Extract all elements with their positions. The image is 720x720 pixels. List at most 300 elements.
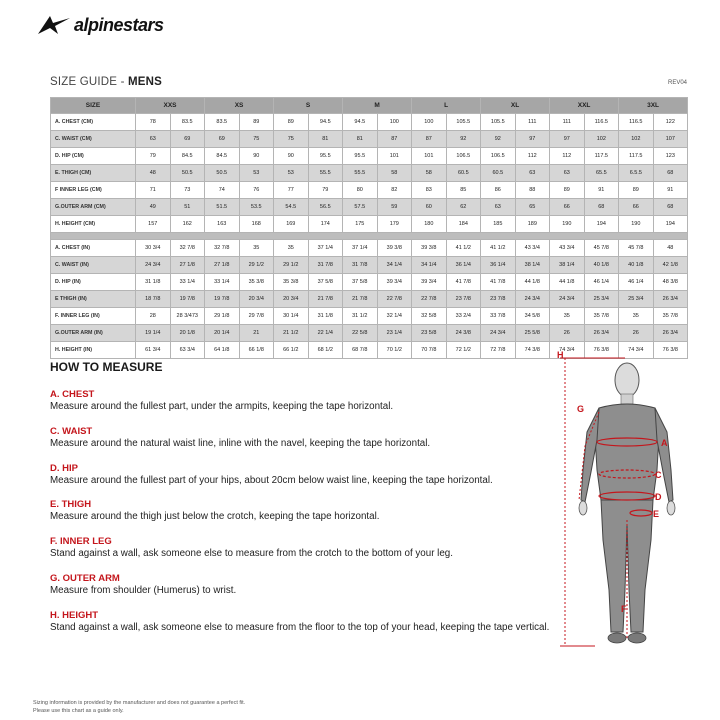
table-cell: 90 [274,148,309,165]
measure-title: H. HEIGHT [50,610,99,621]
table-cell: 25 5/8 [515,325,550,342]
table-cell: 32 1/4 [377,308,412,325]
table-row [51,114,688,131]
size-header-cell: S [274,98,343,114]
table-cell: 74 [205,182,240,199]
table-cell: 157 [136,216,171,233]
table-cell: 45 7/8 [584,240,619,257]
table-cell: 38 1/4 [550,257,585,274]
table-cell: 60 [412,199,447,216]
table-cell: 53 [274,165,309,182]
table-cell: 22 7/8 [377,291,412,308]
table-cell: 48 3/8 [653,274,688,291]
table-cell: 35 [619,308,654,325]
table-row [51,257,688,274]
table-cell: 194 [584,216,619,233]
table-cell: 66 1/8 [239,342,274,359]
table-cell: 32 7/8 [205,240,240,257]
size-header-cell: XS [205,98,274,114]
table-cell: 35 [274,240,309,257]
table-cell: 162 [170,216,205,233]
table-cell: 20 1/8 [170,325,205,342]
table-cell: 39 3/4 [377,274,412,291]
measure-title: D. HIP [50,463,78,474]
table-cell: 41 1/2 [446,240,481,257]
measure-item [50,499,570,523]
table-cell: 49 [136,199,171,216]
measure-description: Measure around the fullest part, under the armpits, keeping the tape horizontal. [50,401,394,412]
table-cell: 179 [377,216,412,233]
row-label: A. CHEST (CM) [51,114,136,131]
table-cell: 24 3/4 [136,257,171,274]
table-cell: 102 [619,131,654,148]
size-header-cell: L [412,98,481,114]
table-cell: 107 [653,131,688,148]
table-cell: 71 [136,182,171,199]
table-cell: 33 1/4 [205,274,240,291]
table-cell: 39 3/8 [377,240,412,257]
table-cell: 169 [274,216,309,233]
table-cell: 87 [377,131,412,148]
table-cell: 72 1/2 [446,342,481,359]
table-cell: 24 3/4 [515,291,550,308]
table-cell: 19 7/8 [205,291,240,308]
table-cell: 184 [446,216,481,233]
table-cell: 94.5 [343,114,378,131]
table-cell: 29 7/8 [239,308,274,325]
table-cell: 63 [515,165,550,182]
table-cell: 112 [515,148,550,165]
table-cell: 66 [619,199,654,216]
table-row [51,182,688,199]
table-cell: 106.5 [481,148,516,165]
table-cell: 40 1/8 [584,257,619,274]
size-header-row [51,98,688,114]
table-cell: 100 [377,114,412,131]
size-header-cell: 3XL [619,98,688,114]
figure-label-f: F [621,604,627,614]
table-cell: 36 1/4 [446,257,481,274]
table-cell: 189 [515,216,550,233]
table-cell: 31 7/8 [343,257,378,274]
table-cell: 112 [550,148,585,165]
table-cell: 90 [239,148,274,165]
row-label: A. CHEST (IN) [51,240,136,257]
table-cell: 18 7/8 [136,291,171,308]
table-cell: 101 [377,148,412,165]
table-cell: 41 1/2 [481,240,516,257]
table-cell: 20 3/4 [274,291,309,308]
table-cell: 68 [653,165,688,182]
size-table [50,97,688,359]
table-cell: 29 1/2 [239,257,274,274]
measure-description: Measure around the thigh just below the crotch, keeping the tape horizontal. [50,511,380,522]
row-label: G.OUTER ARM (CM) [51,199,136,216]
page-title: SIZE GUIDE - MENS [50,76,163,88]
figure-label-h: H [557,350,564,360]
table-cell: 76 [239,182,274,199]
table-cell: 83 [412,182,447,199]
table-row [51,308,688,325]
table-cell: 116.5 [584,114,619,131]
table-row [51,148,688,165]
table-cell: 58 [412,165,447,182]
table-cell: 89 [619,182,654,199]
measure-item [50,536,570,560]
table-cell: 194 [653,216,688,233]
table-cell: 111 [550,114,585,131]
table-cell: 63 [136,131,171,148]
table-cell: 70 7/8 [412,342,447,359]
table-cell: 75 [274,131,309,148]
table-cell: 36 1/4 [481,257,516,274]
table-cell: 26 3/4 [653,325,688,342]
revision-label: REV04 [667,80,687,86]
table-cell: 60.5 [446,165,481,182]
table-cell: 55.5 [343,165,378,182]
table-cell: 70 1/2 [377,342,412,359]
table-cell: 19 1/4 [136,325,171,342]
table-cell: 30 1/4 [274,308,309,325]
table-cell: 19 7/8 [170,291,205,308]
table-cell: 35 [239,240,274,257]
table-cell: 122 [653,114,688,131]
table-cell: 68 7/8 [343,342,378,359]
figure-label-c: C [655,470,662,480]
figure-label-e: E [653,509,660,519]
table-cell: 111 [515,114,550,131]
table-cell: 105.5 [481,114,516,131]
measure-description: Stand against a wall, ask someone else to measure from the crotch to the bottom of your leg. [50,548,453,559]
table-cell: 77 [274,182,309,199]
table-cell: 44 1/8 [515,274,550,291]
table-cell: 28 [136,308,171,325]
table-cell: 66 [550,199,585,216]
table-cell: 34 1/4 [412,257,447,274]
table-cell: 65 [515,199,550,216]
table-cell: 117.5 [584,148,619,165]
table-cell: 89 [550,182,585,199]
table-cell: 53.5 [239,199,274,216]
table-cell: 100 [412,114,447,131]
table-cell: 58 [377,165,412,182]
table-cell: 175 [343,216,378,233]
table-cell: 25 3/4 [619,291,654,308]
table-cell: 79 [136,148,171,165]
table-cell: 44 1/8 [550,274,585,291]
measure-title: A. CHEST [50,389,95,400]
table-cell: 168 [239,216,274,233]
table-cell: 55.5 [308,165,343,182]
measure-title: F. INNER LEG [50,536,112,547]
table-cell: 21 7/8 [343,291,378,308]
size-header-cell: XL [481,98,550,114]
table-cell: 190 [550,216,585,233]
table-cell: 33 2/4 [446,308,481,325]
table-cell: 89 [274,114,309,131]
table-cell: 79 [308,182,343,199]
table-cell: 57.5 [343,199,378,216]
table-cell: 34 1/4 [377,257,412,274]
table-cell: 21 [239,325,274,342]
row-label: C. WAIST (CM) [51,131,136,148]
table-cell: 68 [584,199,619,216]
table-cell: 32 5/8 [412,308,447,325]
table-cell: 20 1/4 [205,325,240,342]
table-cell: 21 7/8 [308,291,343,308]
table-cell: 92 [446,131,481,148]
table-row [51,131,688,148]
table-cell: 25 3/4 [584,291,619,308]
table-cell: 50.5 [205,165,240,182]
table-cell: 81 [343,131,378,148]
table-cell: 88 [515,182,550,199]
table-cell: 6.5.5 [619,165,654,182]
table-cell: 22 5/8 [343,325,378,342]
table-cell: 54.5 [274,199,309,216]
table-cell: 41 7/8 [481,274,516,291]
table-cell: 51 [170,199,205,216]
table-cell: 101 [412,148,447,165]
row-label: D. HIP (CM) [51,148,136,165]
table-cell: 37 5/8 [343,274,378,291]
table-cell: 80 [343,182,378,199]
size-header-cell: M [343,98,412,114]
table-cell: 33 7/8 [481,308,516,325]
table-cell: 81 [308,131,343,148]
measure-description: Stand against a wall, ask someone else to measure from the floor to the top of your head, keeping the tape vertical. [50,622,550,633]
figure-label-a: A [661,438,668,448]
table-cell: 24 3/8 [446,325,481,342]
table-cell: 63 [481,199,516,216]
table-cell: 48 [136,165,171,182]
table-cell: 69 [205,131,240,148]
table-cell: 69 [170,131,205,148]
disclaimer: Sizing information is provided by the manufacturer and does not guarantee a perfect fit. Please use this chart as a guide only. [33,700,246,714]
table-cell: 22 7/8 [412,291,447,308]
table-cell: 87 [412,131,447,148]
table-cell: 78 [136,114,171,131]
measure-description: Measure from shoulder (Humerus) to wrist. [50,585,237,596]
table-cell: 51.5 [205,199,240,216]
table-cell: 26 3/4 [653,291,688,308]
row-label: F INNER LEG (CM) [51,182,136,199]
row-label: D. HIP (IN) [51,274,136,291]
table-cell: 74 3/4 [550,342,585,359]
table-cell: 59 [377,199,412,216]
measure-item [50,463,570,487]
table-cell: 68 1/2 [308,342,343,359]
table-cell: 42 1/8 [653,257,688,274]
row-label: G.OUTER ARM (IN) [51,325,136,342]
table-cell: 91 [584,182,619,199]
table-cell: 29 1/2 [274,257,309,274]
table-cell: 123 [653,148,688,165]
table-cell: 73 [170,182,205,199]
measure-title: E. THIGH [50,499,92,510]
table-cell: 45 7/8 [619,240,654,257]
brand-name: alpinestars [74,14,164,35]
table-row [51,216,688,233]
row-label: E. THIGH (CM) [51,165,136,182]
table-cell: 35 3/8 [274,274,309,291]
table-cell: 92 [481,131,516,148]
table-row [51,325,688,342]
table-cell: 48 [653,240,688,257]
how-to-measure-heading: HOW TO MEASURE [50,360,163,374]
table-cell: 82 [377,182,412,199]
table-cell: 61 3/4 [136,342,171,359]
row-label: H. HEIGHT (IN) [51,342,136,359]
table-cell: 35 3/8 [239,274,274,291]
table-cell: 74 3/4 [619,342,654,359]
figure-label-g: G [577,404,585,414]
table-cell: 46 1/4 [619,274,654,291]
table-cell: 116.5 [619,114,654,131]
measure-item [50,610,570,634]
table-cell: 76 3/8 [584,342,619,359]
row-label: C. WAIST (IN) [51,257,136,274]
alpinestars-star-icon [36,14,72,36]
table-cell: 43 3/4 [515,240,550,257]
table-cell: 84.5 [170,148,205,165]
table-cell: 29 1/8 [205,308,240,325]
table-cell: 86 [481,182,516,199]
table-cell: 30 3/4 [136,240,171,257]
table-cell: 37 1/4 [343,240,378,257]
table-cell: 39 3/8 [412,240,447,257]
table-cell: 60.5 [481,165,516,182]
table-cell: 72 7/8 [481,342,516,359]
table-cell: 40 1/8 [619,257,654,274]
table-cell: 32 7/8 [170,240,205,257]
table-cell: 89 [239,114,274,131]
table-cell: 62 [446,199,481,216]
table-cell: 56.5 [308,199,343,216]
table-cell: 26 [619,325,654,342]
table-cell: 105.5 [446,114,481,131]
table-cell: 35 7/8 [653,308,688,325]
table-cell: 185 [481,216,516,233]
table-cell: 83.5 [205,114,240,131]
table-cell: 46 1/4 [584,274,619,291]
table-cell: 83.5 [170,114,205,131]
table-cell: 27 1/8 [205,257,240,274]
measure-title: C. WAIST [50,426,93,437]
table-cell: 39 3/4 [412,274,447,291]
table-cell: 31 1/2 [343,308,378,325]
table-cell: 37 1/4 [308,240,343,257]
table-cell: 102 [584,131,619,148]
table-cell: 65.5 [584,165,619,182]
table-cell: 190 [619,216,654,233]
table-cell: 31 1/8 [136,274,171,291]
table-cell: 85 [446,182,481,199]
measure-description: Measure around the natural waist line, inline with the navel, keeping the tape horizontal. [50,438,431,449]
table-cell: 94.5 [308,114,343,131]
table-cell: 24 3/4 [481,325,516,342]
table-cell: 23 5/8 [412,325,447,342]
figure-label-d: D [655,492,662,502]
table-cell: 117.5 [619,148,654,165]
measure-description: Measure around the fullest part of your hips, about 20cm below waist line, keeping the tape horizontal. [50,475,493,486]
table-cell: 38 1/4 [515,257,550,274]
table-cell: 23 7/8 [446,291,481,308]
table-cell: 26 [550,325,585,342]
table-cell: 23 1/4 [377,325,412,342]
table-cell: 22 1/4 [308,325,343,342]
table-cell: 180 [412,216,447,233]
size-header-cell: XXL [550,98,619,114]
size-column-header: SIZE [51,98,136,114]
brand-logo [36,14,164,36]
table-cell: 21 1/2 [274,325,309,342]
table-row [51,274,688,291]
measure-item [50,426,570,450]
table-cell: 53 [239,165,274,182]
table-cell: 97 [550,131,585,148]
table-cell: 84.5 [205,148,240,165]
table-cell: 91 [653,182,688,199]
table-divider [51,233,688,240]
measure-item [50,389,570,413]
table-cell: 31 1/8 [308,308,343,325]
table-cell: 26 3/4 [584,325,619,342]
table-cell: 37 5/8 [308,274,343,291]
table-cell: 163 [205,216,240,233]
table-cell: 174 [308,216,343,233]
size-table-body [51,114,688,359]
table-cell: 76 3/8 [653,342,688,359]
table-cell: 63 3/4 [170,342,205,359]
table-cell: 63 [550,165,585,182]
size-header-cell: XXS [136,98,205,114]
table-row [51,240,688,257]
table-cell: 28 3/473 [170,308,205,325]
table-cell: 95.5 [343,148,378,165]
row-label: E THIGH (IN) [51,291,136,308]
table-cell: 106.5 [446,148,481,165]
body-measurement-figure-icon [555,350,705,650]
table-cell: 23 7/8 [481,291,516,308]
table-cell: 35 [550,308,585,325]
table-cell: 33 1/4 [170,274,205,291]
table-cell: 31 7/8 [308,257,343,274]
table-cell: 66 1/2 [274,342,309,359]
measure-item [50,573,570,597]
table-cell: 24 3/4 [550,291,585,308]
table-cell: 74 3/8 [515,342,550,359]
table-cell: 75 [239,131,274,148]
table-row [51,165,688,182]
table-cell: 95.5 [308,148,343,165]
measure-title: G. OUTER ARM [50,573,120,584]
table-row [51,199,688,216]
table-cell: 50.5 [170,165,205,182]
table-cell: 97 [515,131,550,148]
table-cell: 27 1/8 [170,257,205,274]
table-cell: 20 3/4 [239,291,274,308]
table-cell: 68 [653,199,688,216]
table-cell: 43 3/4 [550,240,585,257]
table-cell: 64 1/8 [205,342,240,359]
row-label: H. HEIGHT (CM) [51,216,136,233]
row-label: F. INNER LEG (IN) [51,308,136,325]
table-cell: 41 7/8 [446,274,481,291]
table-row [51,291,688,308]
table-cell: 35 7/8 [584,308,619,325]
table-cell: 34 5/8 [515,308,550,325]
